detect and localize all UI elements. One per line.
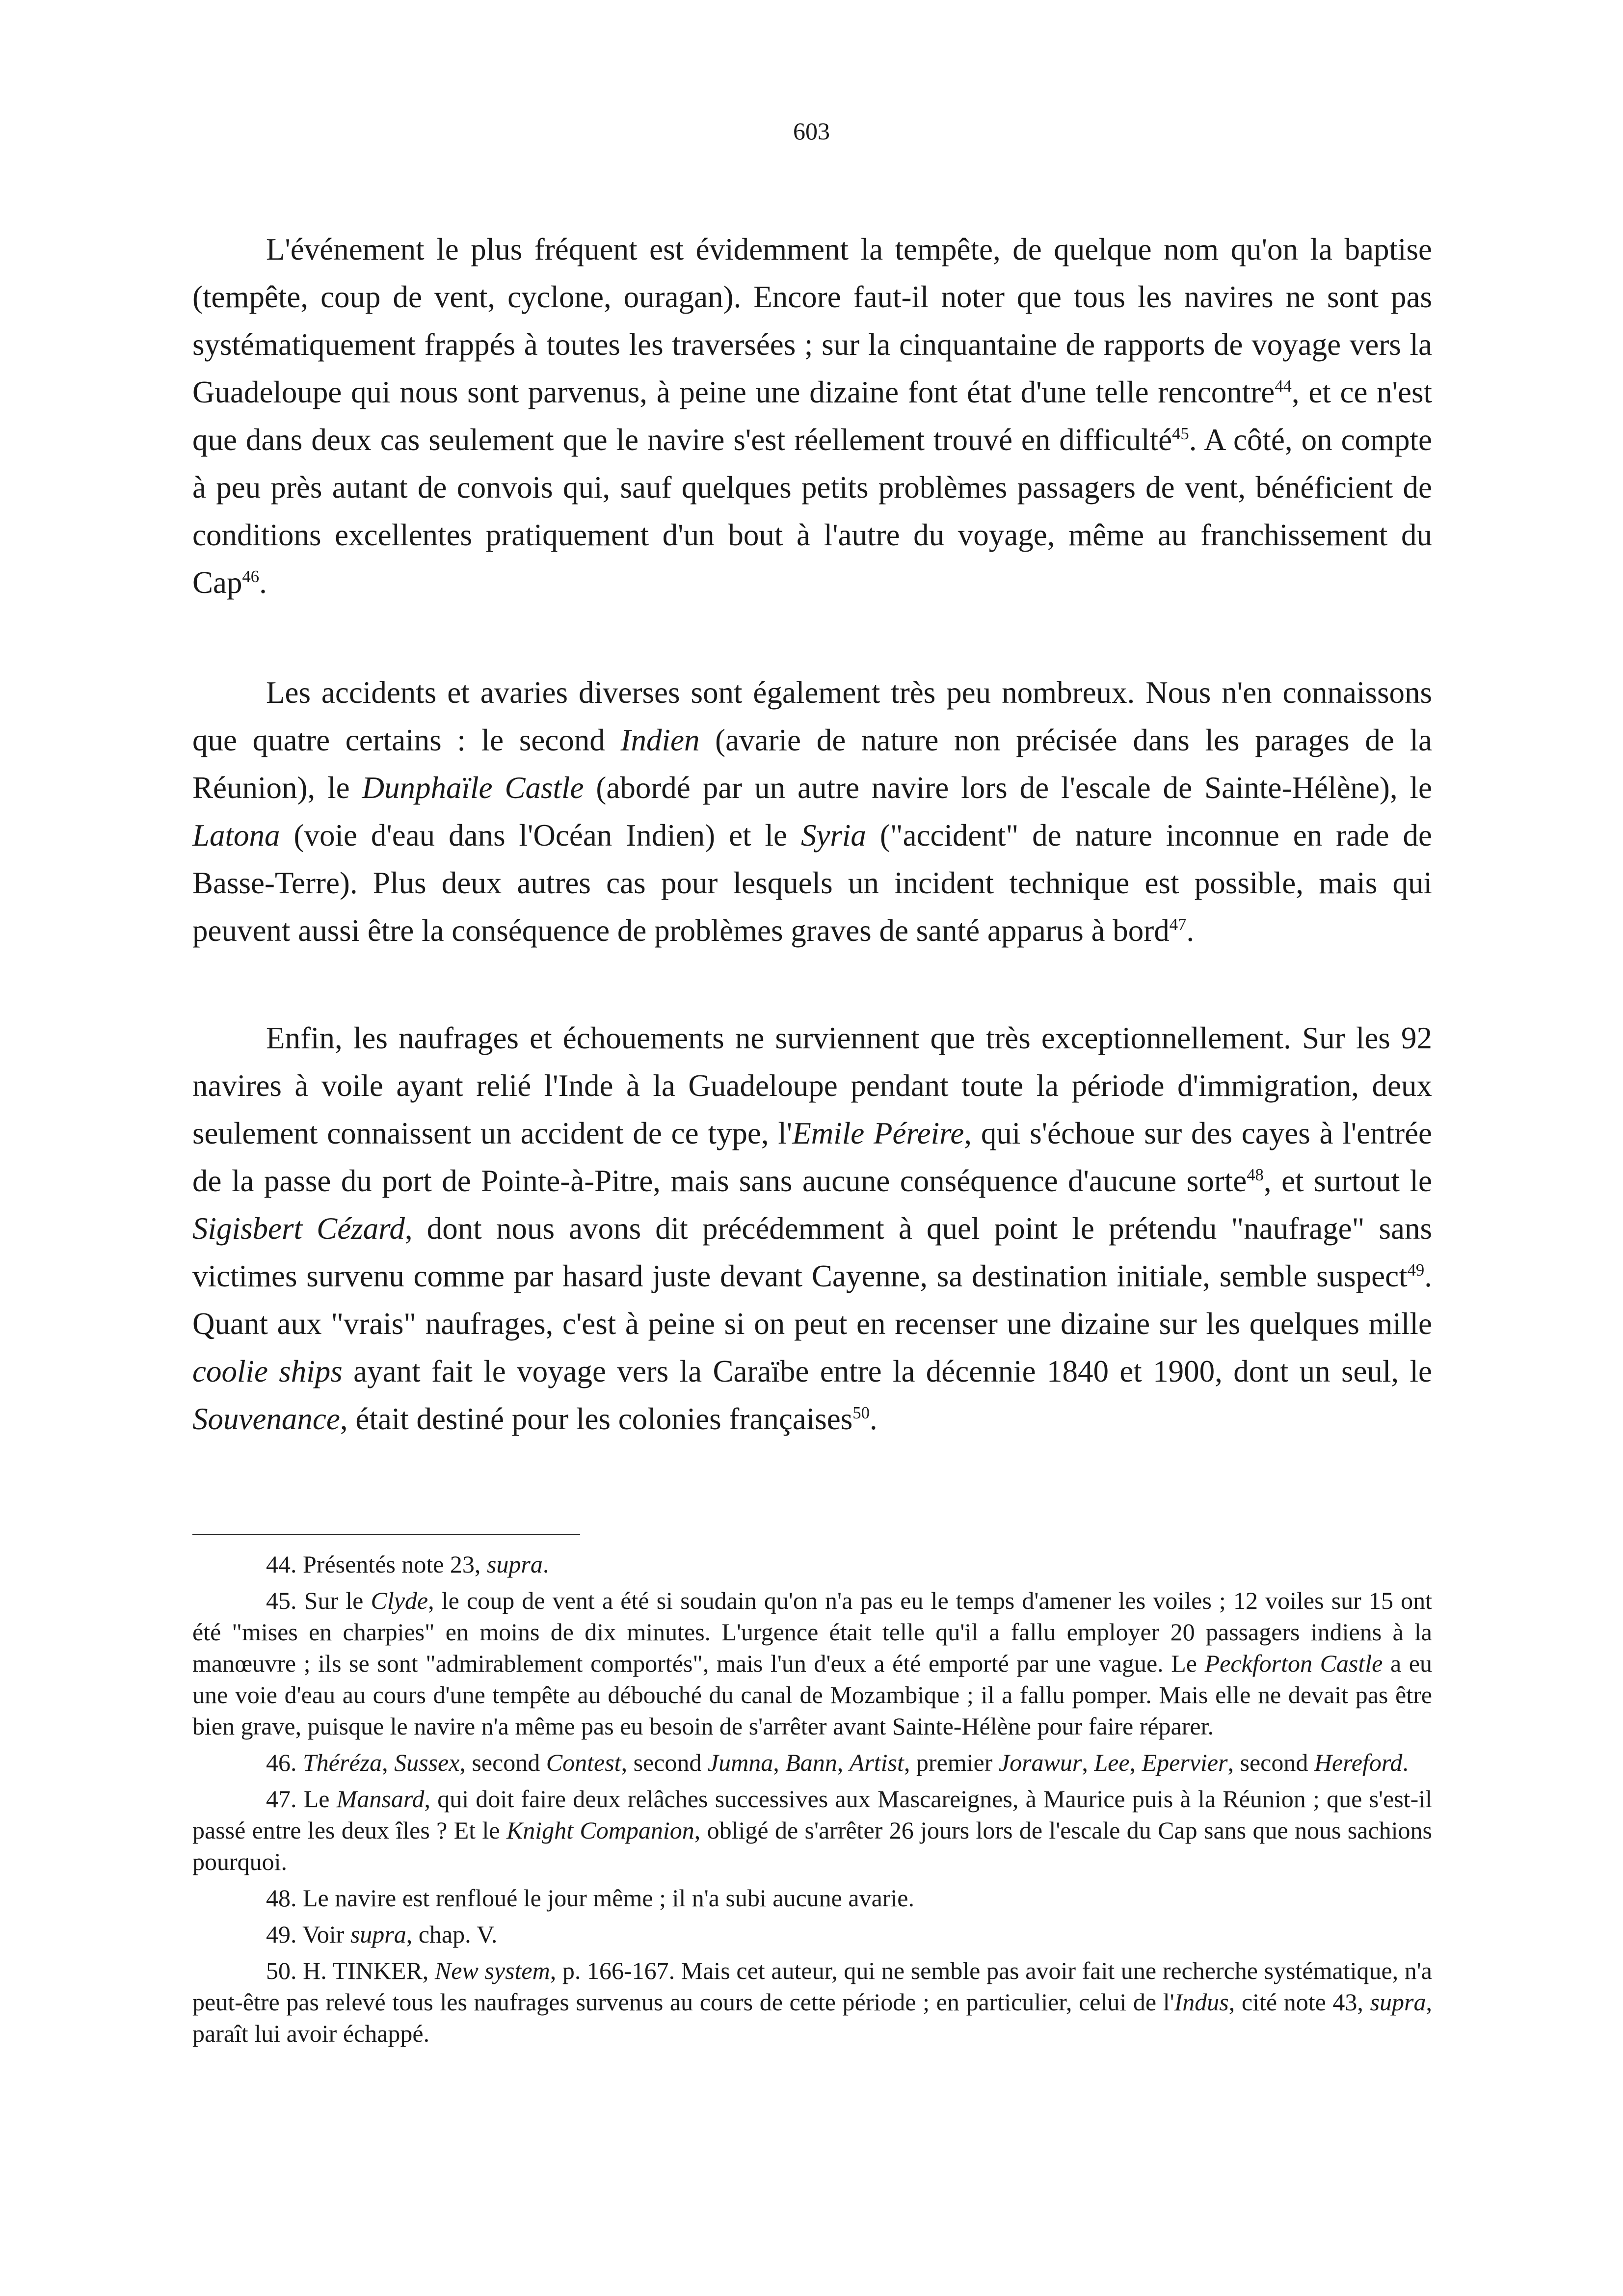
text-run: . — [1402, 1749, 1409, 1776]
text-run: , — [837, 1749, 850, 1776]
ship-name: Knight Companion — [506, 1816, 694, 1844]
text-run: , paraît lui avoir échappé. — [192, 1988, 1432, 2047]
ship-name: Souvenance — [192, 1402, 340, 1436]
ship-name: Latona — [192, 818, 280, 853]
text-run: . — [1186, 913, 1195, 948]
ship-name: Théréza — [303, 1749, 382, 1776]
ship-name: Syria — [800, 818, 866, 853]
text-run: . Quant aux "vrais" naufrages, c'est à peine si on peut en recenser une dizaine sur les quelques mille — [192, 1259, 1432, 1341]
text-run: a eu une voie d'eau au cours d'une tempête au débouché du canal de Mozambique ; il a fallu pomper. Mais elle ne devait pas être bien grave, puisque le navire n'a même pas eu besoin de s'arrêter avant Sainte-Hélène pour faire réparer. — [192, 1650, 1432, 1740]
text-run: (abordé par un autre navire lors de l'escale de Sainte-Hélène), le — [584, 771, 1432, 805]
ship-name: Contest — [546, 1749, 621, 1776]
text-run: , premier — [904, 1749, 999, 1776]
paragraph-shipwrecks — [192, 1015, 1432, 1443]
footnote-47 — [192, 1783, 1432, 1877]
footnote-ref-47[interactable]: 47 — [1169, 915, 1187, 934]
footnote-ref-46[interactable]: 46 — [242, 567, 260, 586]
text-run: , chap. V. — [406, 1921, 498, 1948]
footnote-46 — [192, 1747, 1432, 1778]
text-run: 46. — [266, 1749, 303, 1776]
text-run: 50. H. TINKER, — [266, 1957, 435, 1984]
book-title: New system — [434, 1957, 550, 1984]
ship-name: Indien — [620, 723, 700, 757]
text-run: . — [869, 1402, 878, 1436]
footnote-44 — [192, 1548, 1432, 1580]
footnote-ref-45[interactable]: 45 — [1172, 425, 1189, 443]
italic-term: supra — [1370, 1988, 1426, 2016]
text-run: ("accident" de nature inconnue en rade de Basse-Terre). Plus deux autres cas pour lesquels un incident technique est possible, mais qui peuvent aussi être la conséquence de problèmes graves de santé apparus à bord — [192, 818, 1432, 948]
text-run: ayant fait le voyage vers la Caraïbe entre la décennie 1840 et 1900, dont un seul, le — [342, 1354, 1432, 1388]
text-run: , cité note 43, — [1228, 1988, 1370, 2016]
text-run: , et surtout le — [1263, 1164, 1432, 1198]
text-run: , était destiné pour les colonies françaises — [340, 1402, 853, 1436]
footnote-49 — [192, 1919, 1432, 1950]
footnote-ref-48[interactable]: 48 — [1247, 1166, 1264, 1184]
text-run: . — [259, 565, 267, 600]
text-run: , — [1082, 1749, 1094, 1776]
ship-name: Jorawur — [998, 1749, 1082, 1776]
ship-name: Indus — [1174, 1988, 1229, 2016]
text-run: L'événement le plus fréquent est évidemment la tempête, de quelque nom qu'on la baptise (tempête, coup de vent, cyclone, ouragan). Encore faut-il noter que tous les navires ne sont pas systématiquement frappés à toutes les traversées ; sur la cinquantaine de rapports de voyage vers la Guadeloupe qui nous sont parvenus, à peine une dizaine font état d'une telle rencontre — [192, 232, 1432, 409]
text-run: Enfin, les naufrages et échouements ne surviennent que très exceptionnellement. Sur les 92 navires à voile ayant relié l'Inde à la Guadeloupe pendant toute la période d'immigration, deux seulement connaissent un accident de ce type, l' — [192, 1021, 1432, 1150]
text-run: 48. Le navire est renfloué le jour même ; il n'a subi aucune avarie. — [266, 1884, 914, 1912]
text-run: (avarie de nature non précisée dans les parages de la Réunion), le — [192, 723, 1433, 805]
text-run: , p. 166-167. Mais cet auteur, qui ne semble pas avoir fait une recherche systématique, n'a peut-être pas relevé tous les naufrages survenus au cours de cette période ; en particulier, celui de l' — [192, 1957, 1432, 2016]
text-run: , qui doit faire deux relâches successives aux Mascareignes, à Maurice puis à la Réunion ; que s'est-il passé entre les deux îles ? Et le — [192, 1785, 1433, 1844]
italic-term: supra — [486, 1550, 543, 1578]
italic-term: supra — [350, 1921, 406, 1948]
footnote-ref-49[interactable]: 49 — [1407, 1261, 1425, 1280]
text-run: , dont nous avons dit précédemment à quel point le prétendu "naufrage" sans victimes survenu comme par hasard juste devant Cayenne, sa destination initiale, semble suspect — [192, 1211, 1432, 1293]
footnote-separator — [192, 1534, 580, 1535]
ship-name: Bann — [785, 1749, 837, 1776]
text-run: , qui s'échoue sur des cayes à l'entrée de la passe du port de Pointe-à-Pitre, mais sans aucune conséquence d'aucune sorte — [192, 1116, 1433, 1198]
footnote-48 — [192, 1882, 1432, 1914]
text-run: , et ce n'est que dans deux cas seulement que le navire s'est réellement trouvé en difficulté — [192, 375, 1432, 457]
ship-name: Clyde — [371, 1587, 428, 1614]
footnote-ref-50[interactable]: 50 — [852, 1404, 870, 1422]
ship-name: Artist — [849, 1749, 904, 1776]
ship-name: Dunphaïle Castle — [362, 771, 584, 805]
text-run: Les accidents et avaries diverses sont également très peu nombreux. Nous n'en connaissons que quatre certains : le second — [192, 675, 1432, 757]
text-run: , obligé de s'arrêter 26 jours lors de l'escale du Cap sans que nous sachions pourquoi. — [192, 1816, 1432, 1875]
text-run: , — [773, 1749, 786, 1776]
footnote-50 — [192, 1955, 1432, 2049]
text-run: , le coup de vent a été si soudain qu'on n'a pas eu le temps d'amener les voiles ; 12 voiles sur 15 ont été "mises en charpies" en moins de dix minutes. L'urgence était telle qu'il a fallu employer 20 passagers indiens à la manœuvre ; ils se sont "admirablement comportés", mais l'un d'eux a été emporté par une vague. Le — [192, 1587, 1432, 1677]
ship-name: Mansard — [336, 1785, 425, 1813]
text-run: , second — [621, 1749, 708, 1776]
paragraph-accidents — [192, 669, 1432, 955]
text-run: , — [382, 1749, 395, 1776]
text-run: . — [542, 1550, 549, 1578]
ship-name: Lee — [1094, 1749, 1130, 1776]
text-run: 45. Sur le — [266, 1587, 371, 1614]
text-run: 47. Le — [266, 1785, 337, 1813]
ship-name: Sussex — [394, 1749, 460, 1776]
text-run: 49. Voir — [266, 1921, 350, 1948]
text-run: 44. Présentés note 23, — [266, 1550, 487, 1578]
ship-name: Jumna — [707, 1749, 773, 1776]
ship-name: Peckforton Castle — [1204, 1650, 1383, 1677]
footnotes — [192, 1548, 1432, 2054]
italic-term: coolie ships — [192, 1354, 343, 1388]
ship-name: Sigisbert Cézard — [192, 1211, 405, 1246]
ship-name: Epervier — [1142, 1749, 1228, 1776]
ship-name: Emile Péreire — [792, 1116, 964, 1150]
footnote-ref-44[interactable]: 44 — [1275, 377, 1292, 396]
text-run: , second — [1227, 1749, 1314, 1776]
text-run: . A côté, on compte à peu près autant de convois qui, sauf quelques petits problèmes passagers de vent, bénéficient de conditions excellentes pratiquement d'un bout à l'autre du voyage, même au franchissement du Cap — [192, 423, 1432, 600]
text-run: , — [1129, 1749, 1142, 1776]
text-run: (voie d'eau dans l'Océan Indien) et le — [280, 818, 801, 853]
footnote-45 — [192, 1585, 1432, 1742]
text-run: , second — [459, 1749, 546, 1776]
paragraph-storms — [192, 226, 1432, 607]
page-number: 603 — [793, 117, 830, 145]
ship-name: Hereford — [1314, 1749, 1403, 1776]
